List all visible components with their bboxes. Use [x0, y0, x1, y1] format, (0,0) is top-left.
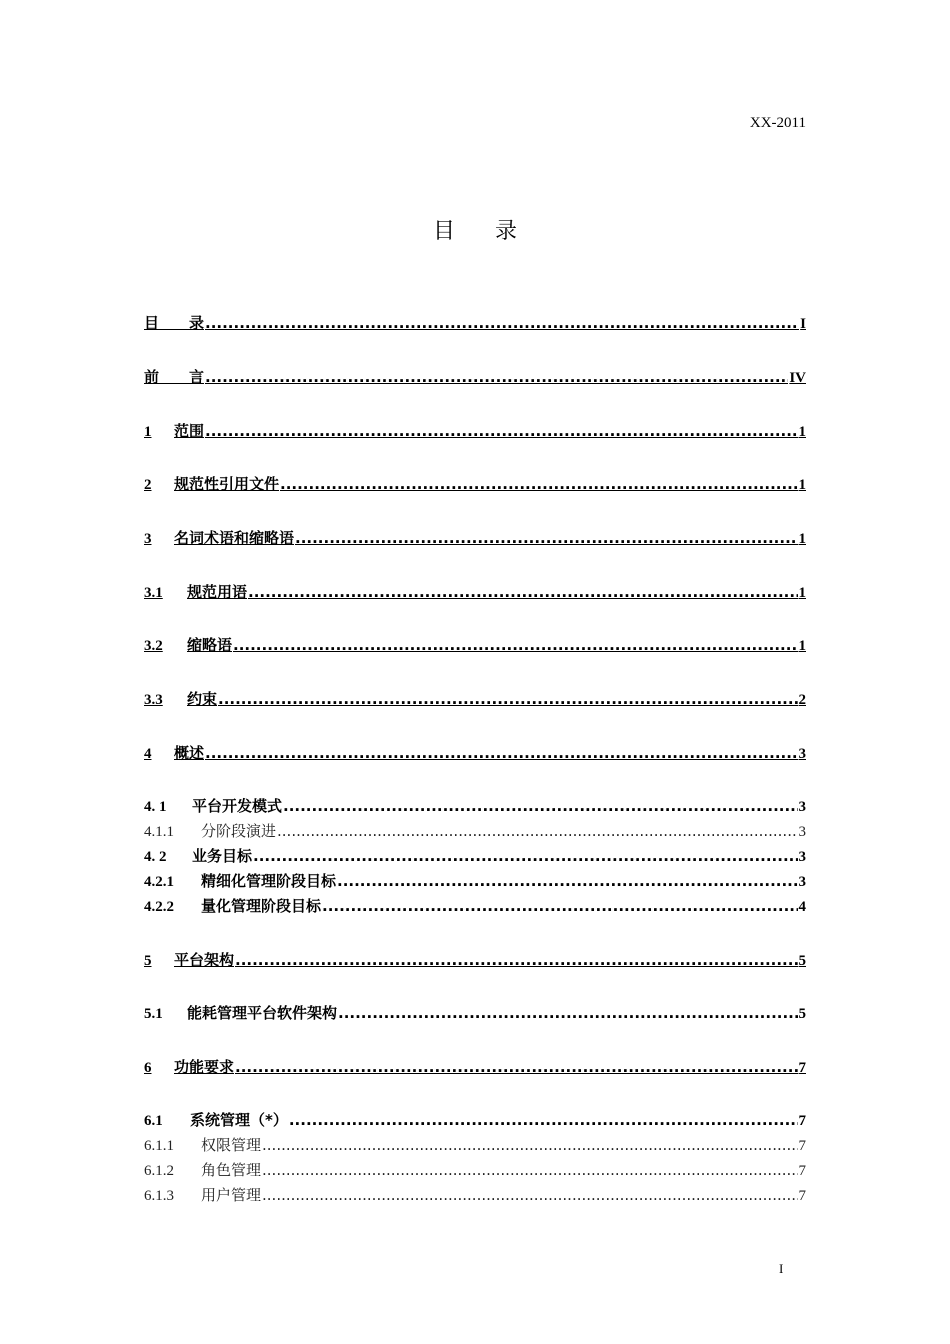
toc-entry[interactable]: [144, 1057, 806, 1078]
toc-entry-text: 范围: [174, 422, 205, 440]
toc-leader-dots: [235, 950, 797, 970]
toc-entry-page: 5: [798, 1006, 806, 1022]
toc-entry-page: 3: [798, 824, 806, 840]
toc-entry-number: 6.1.2: [144, 1163, 174, 1179]
toc-leader-dots: [262, 1135, 797, 1155]
toc-entry-number: 3: [144, 531, 152, 547]
toc-entry-number: 5.1: [144, 1006, 163, 1022]
toc-entry-page: 3: [798, 799, 806, 815]
toc-entry[interactable]: [144, 950, 806, 971]
toc-entry[interactable]: [144, 635, 806, 656]
toc-leader-dots: [280, 474, 797, 494]
toc-entry-number: 1: [144, 424, 152, 440]
toc-leader-dots: [337, 871, 797, 891]
toc-leader-dots: [289, 1110, 798, 1130]
toc-entry-text: 概述: [174, 744, 205, 762]
toc-leader-dots: [205, 421, 797, 441]
toc-entry-page: 1: [798, 477, 806, 493]
toc-entry-page: 7: [798, 1060, 806, 1076]
toc-entry[interactable]: [144, 1185, 806, 1206]
toc-entry-number: 4. 2: [144, 849, 167, 865]
document-code: XX-2011: [749, 115, 806, 131]
toc-entry-text: 目 录: [144, 314, 205, 332]
toc-entry-text: 缩略语: [187, 636, 233, 654]
toc-entry-number: 6.1.1: [144, 1138, 174, 1154]
toc-entry-number: 2: [144, 477, 152, 493]
toc-entry-page: 7: [798, 1113, 806, 1129]
toc-entry-text: 角色管理: [201, 1161, 262, 1179]
toc-entry-page: 1: [798, 424, 806, 440]
toc-leader-dots: [248, 582, 797, 602]
toc-entry-text: 系统管理（*）: [190, 1111, 288, 1129]
toc-entry-number: 4.2.1: [144, 874, 174, 890]
toc-entry[interactable]: [144, 821, 806, 842]
toc-entry-text: 能耗管理平台软件架构: [187, 1004, 338, 1022]
toc-leader-dots: [235, 1057, 797, 1077]
toc-entry-text: 业务目标: [192, 847, 253, 865]
toc-entry-number: 4.1.1: [144, 824, 174, 840]
toc-entry-page: 3: [798, 746, 806, 762]
toc-entry-text: 精细化管理阶段目标: [201, 872, 337, 890]
page-number: I: [779, 1261, 784, 1276]
toc-entry-number: 4: [144, 746, 152, 762]
toc-entry-text: 分阶段演进: [201, 822, 277, 840]
toc-entry-number: 3.2: [144, 638, 163, 654]
toc-entry-text: 规范用语: [187, 583, 248, 601]
toc-entry-number: 5: [144, 953, 152, 969]
toc-title: 目录: [432, 219, 557, 244]
toc-entry[interactable]: [144, 846, 806, 867]
toc-entry-page: 3: [798, 849, 806, 865]
toc-entry-text: 规范性引用文件: [174, 475, 280, 493]
toc-leader-dots: [262, 1160, 797, 1180]
toc-entry-number: 4. 1: [144, 799, 167, 815]
toc-entry[interactable]: [144, 689, 806, 710]
toc-entry[interactable]: [144, 743, 806, 764]
toc-leader-dots: [277, 821, 797, 841]
toc-entry[interactable]: [144, 1160, 806, 1181]
toc-entry[interactable]: [144, 474, 806, 495]
toc-entry-text: 权限管理: [201, 1136, 262, 1154]
toc-entry-page: 3: [798, 874, 806, 890]
toc-entry[interactable]: [144, 1135, 806, 1156]
toc-entry-number: 6.1.3: [144, 1188, 174, 1204]
toc-entry-text: 前 言: [144, 368, 205, 386]
toc-entry-number: 3.3: [144, 692, 163, 708]
toc-entry-text: 平台架构: [174, 951, 235, 969]
toc-entry[interactable]: [144, 871, 806, 892]
toc-entry[interactable]: [144, 421, 806, 442]
toc-entry-number: 6: [144, 1060, 152, 1076]
toc-leader-dots: [322, 896, 797, 916]
toc-entry-page: 7: [798, 1188, 806, 1204]
toc-entry-page: IV: [789, 370, 806, 386]
toc-entry[interactable]: [144, 313, 806, 334]
toc-entry[interactable]: [144, 896, 806, 917]
toc-entry-text: 量化管理阶段目标: [201, 897, 322, 915]
toc-entry-number: 6.1: [144, 1113, 163, 1129]
toc-entry[interactable]: [144, 367, 806, 388]
toc-entry-number: 4.2.2: [144, 899, 174, 915]
toc-entry-page: 4: [798, 899, 806, 915]
toc-entry-number: 3.1: [144, 585, 163, 601]
toc-entry-page: 1: [798, 531, 806, 547]
toc-entry[interactable]: [144, 1110, 806, 1131]
toc-entry-text: 平台开发模式: [192, 797, 283, 815]
toc-leader-dots: [338, 1003, 797, 1023]
toc-entry-page: 2: [798, 692, 806, 708]
toc-entry-page: 1: [798, 585, 806, 601]
toc-entry-page: 7: [798, 1138, 806, 1154]
toc-entry-text: 用户管理: [201, 1186, 262, 1204]
toc-leader-dots: [295, 528, 797, 548]
toc-entry-page: 1: [798, 638, 806, 654]
toc-leader-dots: [205, 743, 797, 763]
toc-entry-text: 约束: [187, 690, 218, 708]
toc-leader-dots: [218, 689, 797, 709]
toc-leader-dots: [205, 367, 788, 387]
toc-entry-page: 5: [798, 953, 806, 969]
toc-leader-dots: [205, 313, 799, 333]
toc-entry-text: 功能要求: [174, 1058, 235, 1076]
toc-entry-page: I: [800, 316, 806, 332]
toc-entry[interactable]: [144, 796, 806, 817]
toc-leader-dots: [233, 635, 797, 655]
toc-entry[interactable]: [144, 528, 806, 549]
toc-leader-dots: [262, 1185, 797, 1205]
toc-entry[interactable]: [144, 582, 806, 603]
toc-entry-page: 7: [798, 1163, 806, 1179]
toc-leader-dots: [283, 796, 797, 816]
toc-entry-text: 名词术语和缩略语: [174, 529, 295, 547]
toc-entry[interactable]: [144, 1003, 806, 1024]
toc-leader-dots: [253, 846, 797, 866]
